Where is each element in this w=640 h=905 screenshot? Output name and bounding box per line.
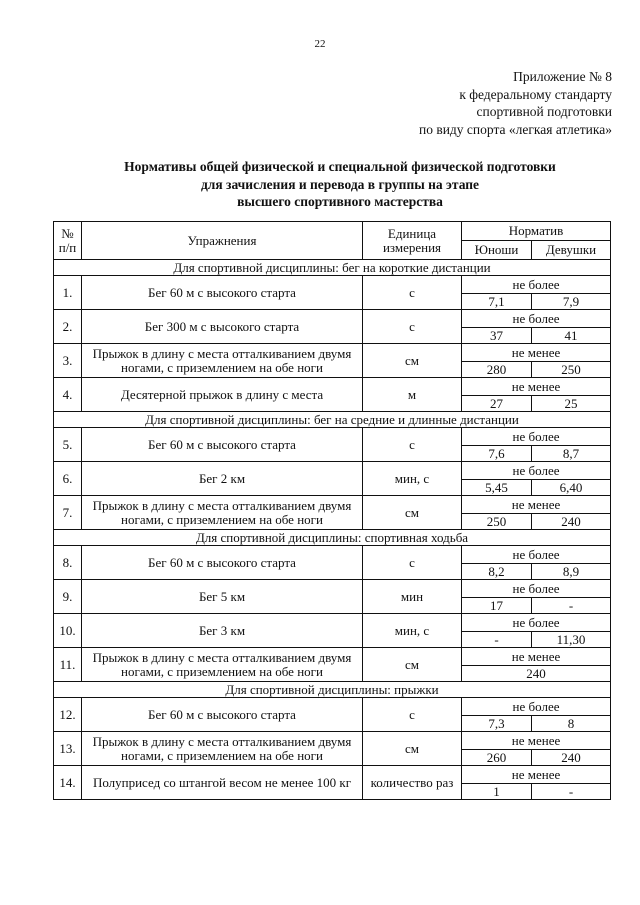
norm-condition: не менее <box>462 732 611 750</box>
unit-cell: с <box>363 276 462 310</box>
exercise-name: Бег 3 км <box>82 614 363 648</box>
norm-value-girls: - <box>532 784 611 800</box>
appendix-line: по виду спорта «легкая атлетика» <box>418 121 612 137</box>
row-number: 1. <box>54 276 82 310</box>
exercise-name: Бег 60 м с высокого старта <box>82 428 363 462</box>
norm-condition: не более <box>462 462 611 480</box>
header-exercise: Упражнения <box>82 222 363 260</box>
row-number: 6. <box>54 462 82 496</box>
norm-condition: не более <box>462 580 611 598</box>
norm-condition: не более <box>462 276 611 294</box>
norm-value-boys: 280 <box>462 362 532 378</box>
norm-value-boys: 260 <box>462 750 532 766</box>
section-title: Для спортивной дисциплины: прыжки <box>54 682 611 698</box>
unit-cell: см <box>363 496 462 530</box>
header-norm: Норматив <box>462 222 611 241</box>
norm-value-boys: 8,2 <box>462 564 532 580</box>
table-row <box>54 378 611 396</box>
exercise-name: Бег 60 м с высокого старта <box>82 276 363 310</box>
exercise-name: Прыжок в длину с места отталкиванием двумя ногами, с приземлением на обе ноги <box>82 648 363 682</box>
table-row <box>54 310 611 328</box>
table-row <box>54 496 611 514</box>
appendix-line: спортивной подготовки <box>476 104 612 119</box>
norm-value-girls: 25 <box>532 396 611 412</box>
row-number: 12. <box>54 698 82 732</box>
norm-value-girls: 8 <box>532 716 611 732</box>
norm-value-girls: 240 <box>532 750 611 766</box>
section-title: Для спортивной дисциплины: бег на короткие дистанции <box>54 260 611 276</box>
table-row <box>54 614 611 632</box>
norm-value-boys: 7,6 <box>462 446 532 462</box>
table-row <box>54 648 611 666</box>
section-row <box>54 530 611 546</box>
unit-cell: с <box>363 698 462 732</box>
norm-value-girls: 41 <box>532 328 611 344</box>
norm-value-girls: 11,30 <box>532 632 611 648</box>
section-title: Для спортивной дисциплины: спортивная ходьба <box>54 530 611 546</box>
norm-value-boys: 37 <box>462 328 532 344</box>
norm-condition: не более <box>462 698 611 716</box>
norm-value-boys: 250 <box>462 514 532 530</box>
document-title <box>60 158 620 211</box>
norm-value-boys: 1 <box>462 784 532 800</box>
row-number: 5. <box>54 428 82 462</box>
table-row <box>54 428 611 446</box>
unit-cell: с <box>363 546 462 580</box>
appendix-line: к федеральному стандарту <box>459 86 612 102</box>
norm-value-boys: 27 <box>462 396 532 412</box>
row-number: 8. <box>54 546 82 580</box>
unit-cell: с <box>363 310 462 344</box>
norm-condition: не менее <box>462 648 611 666</box>
unit-cell: см <box>363 344 462 378</box>
norm-value-boys: - <box>462 632 532 648</box>
table-row <box>54 766 611 784</box>
row-number: 9. <box>54 580 82 614</box>
norm-value-boys: 5,45 <box>462 480 532 496</box>
section-row <box>54 260 611 276</box>
unit-cell: м <box>363 378 462 412</box>
title-line: Нормативы общей физической и специальной физической подготовки <box>124 159 556 174</box>
norm-value-girls: - <box>532 598 611 614</box>
exercise-name: Бег 5 км <box>82 580 363 614</box>
norm-value-girls: 6,40 <box>532 480 611 496</box>
exercise-name: Бег 60 м с высокого старта <box>82 698 363 732</box>
appendix-line: Приложение № 8 <box>513 69 612 84</box>
appendix-block <box>419 68 612 138</box>
section-row <box>54 682 611 698</box>
row-number: 11. <box>54 648 82 682</box>
section-row <box>54 412 611 428</box>
unit-cell: мин, с <box>363 462 462 496</box>
exercise-name: Десятерной прыжок в длину с места <box>82 378 363 412</box>
row-number: 4. <box>54 378 82 412</box>
row-number: 3. <box>54 344 82 378</box>
header-unit: Единица измерения <box>363 222 462 260</box>
table-row <box>54 732 611 750</box>
unit-cell: мин, с <box>363 614 462 648</box>
unit-cell: с <box>363 428 462 462</box>
row-number: 14. <box>54 766 82 800</box>
norms-table <box>53 221 611 800</box>
table-row <box>54 580 611 598</box>
unit-cell: мин <box>363 580 462 614</box>
table-row <box>54 698 611 716</box>
row-number: 7. <box>54 496 82 530</box>
norm-value-girls: 8,7 <box>532 446 611 462</box>
exercise-name: Прыжок в длину с места отталкиванием двумя ногами, с приземлением на обе ноги <box>82 344 363 378</box>
page-number: 22 <box>314 38 326 50</box>
norm-value-boys: 7,1 <box>462 294 532 310</box>
norm-condition: не более <box>462 546 611 564</box>
row-number: 13. <box>54 732 82 766</box>
title-line: высшего спортивного мастерства <box>237 194 443 209</box>
norm-value-girls: 7,9 <box>532 294 611 310</box>
norm-condition: не менее <box>462 766 611 784</box>
exercise-name: Бег 60 м с высокого старта <box>82 546 363 580</box>
section-title: Для спортивной дисциплины: бег на средние и длинные дистанции <box>54 412 611 428</box>
unit-cell: см <box>363 648 462 682</box>
norm-value-boys: 17 <box>462 598 532 614</box>
norm-value-girls: 8,9 <box>532 564 611 580</box>
exercise-name: Бег 300 м с высокого старта <box>82 310 363 344</box>
row-number: 2. <box>54 310 82 344</box>
norm-condition: не менее <box>462 496 611 514</box>
norm-condition: не более <box>462 614 611 632</box>
exercise-name: Прыжок в длину с места отталкиванием двумя ногами, с приземлением на обе ноги <box>82 732 363 766</box>
exercise-name: Бег 2 км <box>82 462 363 496</box>
unit-cell: количество раз <box>363 766 462 800</box>
norm-value-girls: 250 <box>532 362 611 378</box>
norm-value-girls: 240 <box>532 514 611 530</box>
norm-condition: не более <box>462 310 611 328</box>
title-line: для зачисления и перевода в группы на этапе <box>200 176 480 192</box>
table-row <box>54 546 611 564</box>
norm-condition: не менее <box>462 344 611 362</box>
unit-cell: см <box>363 732 462 766</box>
norm-value-merged: 240 <box>462 666 611 682</box>
norm-condition: не менее <box>462 378 611 396</box>
table-row <box>54 276 611 294</box>
norm-condition: не более <box>462 428 611 446</box>
norm-value-boys: 7,3 <box>462 716 532 732</box>
header-num: № п/п <box>54 222 82 260</box>
row-number: 10. <box>54 614 82 648</box>
header-girls: Девушки <box>532 241 611 260</box>
exercise-name: Полуприсед со штангой весом не менее 100 кг <box>82 766 363 800</box>
header-boys: Юноши <box>462 241 532 260</box>
table-row <box>54 462 611 480</box>
exercise-name: Прыжок в длину с места отталкиванием двумя ногами, с приземлением на обе ноги <box>82 496 363 530</box>
table-row <box>54 344 611 362</box>
